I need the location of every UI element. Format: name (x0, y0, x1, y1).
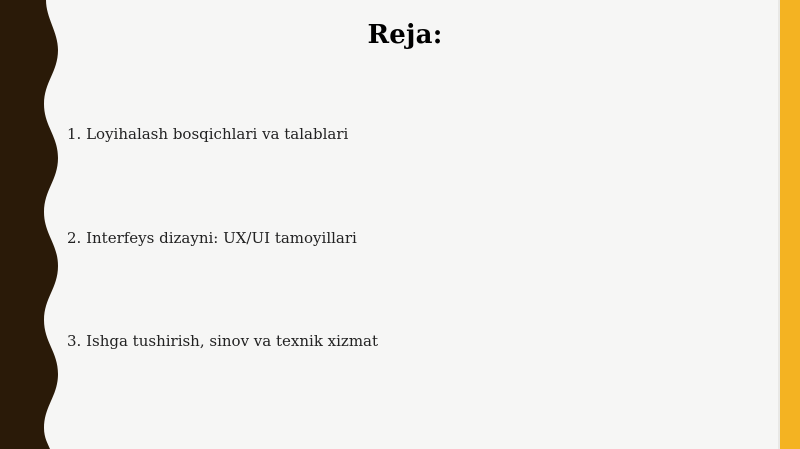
decorative-wavy-band (0, 0, 70, 449)
agenda-item-3: 3. Ishga tushirish, sinov va texnik xizmat (67, 332, 379, 350)
agenda-item-2: 2. Interfeys dizayni: UX/UI tamoyillari (67, 229, 357, 247)
slide-title: Reja: (367, 20, 443, 50)
accent-stripe (780, 0, 800, 449)
agenda-item-1: 1. Loyihalash bosqichlari va talablari (67, 125, 349, 143)
